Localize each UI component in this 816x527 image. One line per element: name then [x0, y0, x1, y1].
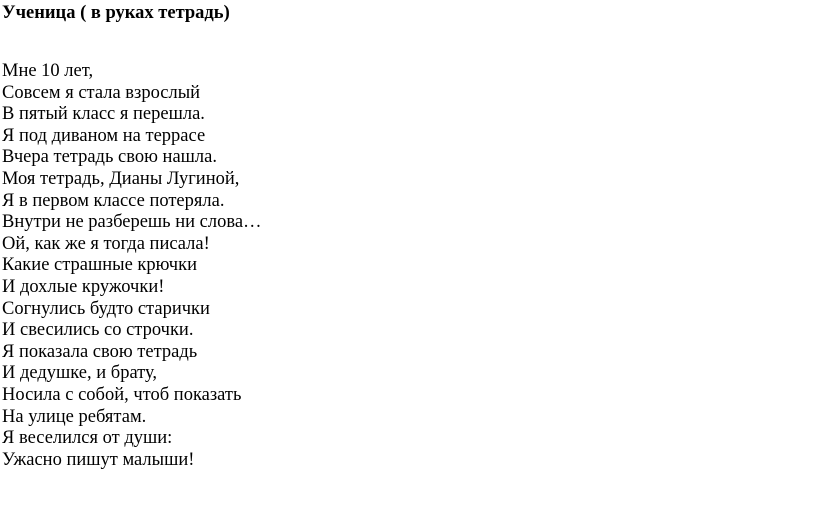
poem-line: В пятый класс я перешла. [2, 104, 205, 125]
poem-line: Я в первом классе потеряла. [2, 190, 225, 211]
poem-line: Внутри не разберешь ни слова… [2, 212, 262, 233]
poem-line: Я веселился от души: [2, 428, 173, 449]
poem-line: Моя тетрадь, Дианы Лугиной, [2, 168, 240, 189]
poem-line: На улице ребятам. [2, 406, 147, 427]
poem-line: И дохлые кружочки! [2, 276, 165, 297]
poem-line: Мне 10 лет, [2, 61, 94, 81]
poem-line: Согнулись будто старички [2, 298, 210, 319]
poem-line: Носила с собой, чтоб показать [2, 384, 242, 405]
poem-line: Вчера тетрадь свою нашла. [2, 147, 217, 168]
poem-line: Ой, как же я тогда писала! [2, 233, 210, 254]
poem-line: И дедушке, и брату, [2, 363, 158, 384]
poem-line: Я под диваном на террасе [2, 125, 206, 146]
poem-text [2, 61, 262, 471]
poem-line: Совсем я стала взрослый [2, 82, 201, 103]
poem-line: Ужасно пишут малыши! [2, 449, 195, 470]
poem-line: И свесились со строчки. [2, 320, 194, 341]
document-title: Ученица ( в руках тетрадь) [2, 3, 230, 23]
poem-line: Я показала свою тетрадь [2, 341, 198, 362]
poem-line: Какие страшные крючки [2, 255, 197, 276]
